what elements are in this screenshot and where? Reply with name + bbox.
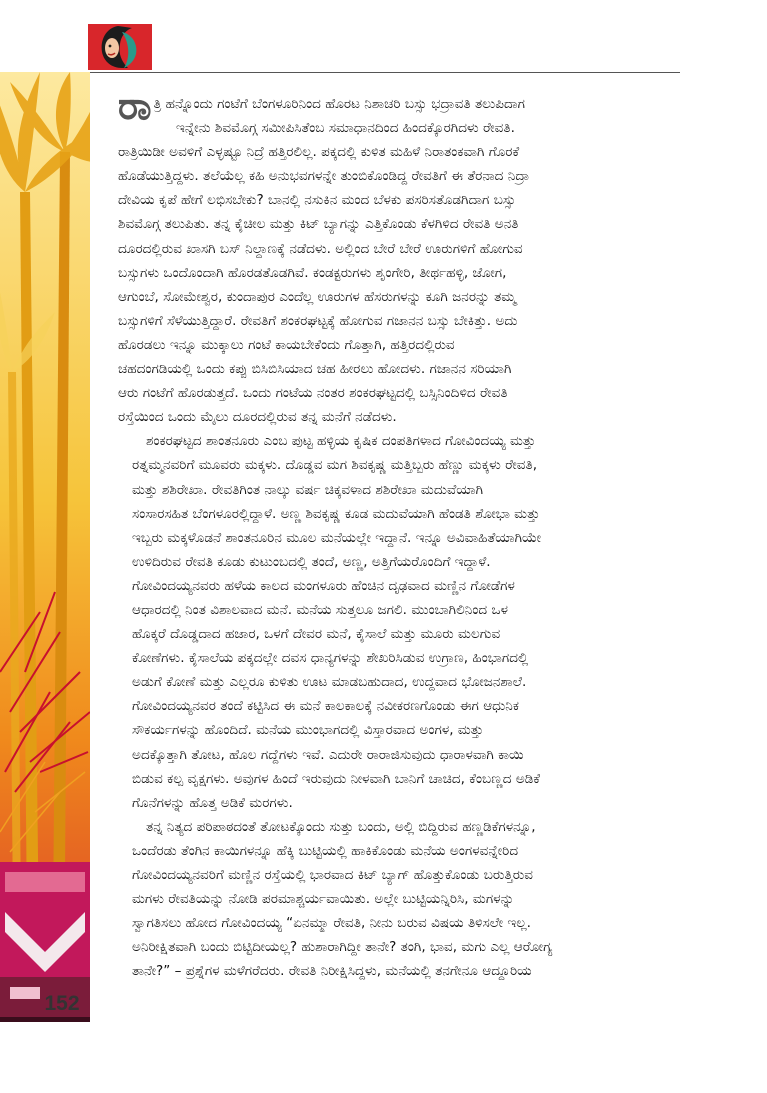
- text-line: ತ್ರಿ ಹನ್ನೊಂದು ಗಂಟೆಗೆ ಬೆಂಗಳೂರಿನಿಂದ ಹೊರಟ ನಿಶಾಚರಿ ಬಸ್ಸು ಭದ್ರಾವತಿ ತಲುಪಿದಾಗ: [153, 96, 525, 112]
- text-line: ಆಧಾರದಲ್ಲಿ ನಿಂತ ವಿಶಾಲವಾದ ಮನೆ. ಮನೆಯ ಸುತ್ತಲೂ ಜಗಲಿ. ಮುಂಬಾಗಿಲಿನಿಂದ ಒಳ: [132, 601, 508, 618]
- paragraph-3: [118, 815, 680, 984]
- text-line: ರಾತ್ರಿಯಿಡೀ ಅವಳಿಗೆ ಎಳ್ಳಷ್ಟೂ ನಿದ್ರೆ ಹತ್ತಿರಲಿಲ್ಲ. ಪಕ್ಕದಲ್ಲಿ ಕುಳಿತ ಮಹಿಳೆ ನಿರಾತಂಕವಾಗಿ ಗೊರಕೆ: [118, 144, 520, 161]
- text-line: ಹೊಡೆಯುತ್ತಿದ್ದಳು. ತಲೆಯೆಲ್ಲ ಕಹಿ ಅನುಭವಗಳನ್ನೇ ತುಂಬಿಕೊಂಡಿದ್ದ ರೇವತಿಗೆ ಈ ತೆರನಾದ ನಿದ್ರಾ: [118, 168, 530, 185]
- text-line: ಸೌಕರ್ಯಗಳನ್ನು ಹೊಂದಿದೆ. ಮನೆಯ ಮುಂಭಾಗದಲ್ಲಿ ವಿಸ್ತಾರವಾದ ಅಂಗಳ, ಮತ್ತು: [132, 722, 484, 739]
- text-line: ಆಗುಂಬೆ, ಸೋಮೇಶ್ವರ, ಕುಂದಾಪುರ ಎಂದೆಲ್ಲ ಊರುಗಳ ಹೆಸರುಗಳನ್ನು ಕೂಗಿ ಜನರನ್ನು ತಮ್ಮ: [118, 288, 517, 305]
- text-line: ಚಹದಂಗಡಿಯಲ್ಲಿ ಒಂದು ಕಪ್ಪು ಬಿಸಿಬಿಸಿಯಾದ ಚಹ ಹೀರಲು ಹೋದಳು. ಗಜಾನನ ಸರಿಯಾಗಿ: [118, 361, 512, 378]
- text-line: ಗೋವಿಂದಯ್ಯನವರು ಹಳೆಯ ಕಾಲದ ಮಂಗಳೂರು ಹೆಂಚಿನ ದೃಢವಾದ ಮಣ್ಣಿನ ಗೋಡೆಗಳ: [132, 577, 515, 594]
- text-line: ಅನಿರೀಕ್ಷಿತವಾಗಿ ಬಂದು ಬಿಟ್ಟಿದೀಯಲ್ಲ? ಹುಶಾರಾಗಿದ್ದೀ ತಾನೇ? ತಂಗಿ, ಭಾವ, ಮಗು ಎಲ್ಲ ಆರೋಗ್ಯ: [132, 939, 553, 956]
- text-line: ಒಂದೆರಡು ತೆಂಗಿನ ಕಾಯಿಗಳನ್ನೂ ಹೆಕ್ಕಿ ಬುಟ್ಟಿಯಲ್ಲಿ ಹಾಕಿಕೊಂಡು ಮನೆಯ ಅಂಗಳವನ್ನೇರಿದ: [132, 842, 519, 859]
- drop-cap: ರಾ: [118, 86, 151, 128]
- text-line: ಬಸ್ಸುಗಳು ಒಂದೊಂದಾಗಿ ಹೊರಡತೊಡಗಿವೆ. ಕಂಡಕ್ಟರುಗಳು ಶೃಂಗೇರಿ, ತೀರ್ಥಹಳ್ಳಿ, ಜೋಗ,: [118, 264, 507, 281]
- magazine-face-logo-icon: [88, 24, 152, 70]
- text-line: ಗೊನೆಗಳನ್ನು ಹೊತ್ತ ಅಡಿಕೆ ಮರಗಳು.: [132, 794, 293, 811]
- text-line: ಅಡುಗೆ ಕೋಣೆ ಮತ್ತು ಎಲ್ಲರೂ ಕುಳಿತು ಊಟ ಮಾಡಬಹುದಾದ, ಉದ್ದವಾದ ಭೋಜನಶಾಲೆ.: [132, 674, 527, 691]
- text-line: ಉಳಿದಿರುವ ರೇವತಿ ಕೂಡು ಕುಟುಂಬದಲ್ಲಿ ತಂದೆ, ಅಣ್ಣ, ಅತ್ತಿಗೆಯರೊಂದಿಗೆ ಇದ್ದಾಳೆ.: [132, 553, 491, 570]
- paragraph-1: [118, 86, 680, 429]
- text-line: ಬಸ್ಸುಗಳಿಗೆ ಸೆಳೆಯುತ್ತಿದ್ದಾರೆ. ರೇವತಿಗೆ ಶಂಕರಘಟ್ಟಕ್ಕೆ ಹೋಗುವ ಗಜಾನನ ಬಸ್ಸು ಬೇಕಿತ್ತು. ಅದು: [118, 312, 518, 329]
- text-line: ಶಿವಮೊಗ್ಗ ತಲುಪಿತು. ತನ್ನ ಕೈಚೀಲ ಮತ್ತು ಕಿಟ್ ಬ್ಯಾಗನ್ನು ಎತ್ತಿಕೊಂಡು ಕೆಳಗಿಳಿದ ರೇವತಿ ಅನತಿ: [118, 216, 519, 233]
- side-illustration: [0, 72, 90, 1022]
- text-line: ದೇವಿಯ ಕೃಪೆ ಹೇಗೆ ಲಭಿಸಬೇಕು? ಬಾನಲ್ಲಿ ನಸುಕಿನ ಮಂದ ಬೆಳಕು ಪಸರಿಸತೊಡಗಿದಾಗ ಬಸ್ಸು: [118, 192, 516, 209]
- text-line: ರತ್ನಮ್ಮನವರಿಗೆ ಮೂವರು ಮಕ್ಕಳು. ದೊಡ್ಡವ ಮಗ ಶಿವಕೃಷ್ಣ ಮತ್ತಿಬ್ಬರು ಹೆಣ್ಣು ಮಕ್ಕಳು ರೇವತಿ,: [132, 457, 538, 474]
- page-number: 152: [44, 992, 80, 1015]
- text-line: ರಸ್ತೆಯಿಂದ ಒಂದು ಮೈಲು ದೂರದಲ್ಲಿರುವ ತನ್ನ ಮನೆಗೆ ನಡೆದಳು.: [118, 409, 397, 426]
- text-line: ಹೊರಡಲು ಇನ್ನೂ ಮುಕ್ಕಾಲು ಗಂಟೆ ಕಾಯಬೇಕೆಂದು ಗೊತ್ತಾಗಿ, ಹತ್ತಿರದಲ್ಲಿರುವ: [118, 336, 455, 353]
- text-line: ಮತ್ತು ಶಶಿರೇಖಾ. ರೇವತಿಗಿಂತ ನಾಲ್ಕು ವರ್ಷ ಚಿಕ್ಕವಳಾದ ಶಶಿರೇಖಾ ಮದುವೆಯಾಗಿ: [132, 481, 484, 498]
- text-line: ದೂರದಲ್ಲಿರುವ ಖಾಸಗಿ ಬಸ್ ನಿಲ್ದಾಣಕ್ಕೆ ನಡೆದಳು. ಅಲ್ಲಿಂದ ಬೇರೆ ಬೇರೆ ಊರುಗಳಿಗೆ ಹೋಗುವ: [118, 240, 523, 257]
- text-line: ಆರು ಗಂಟೆಗೆ ಹೊರಡುತ್ತದೆ. ಒಂದು ಗಂಟೆಯ ನಂತರ ಶಂಕರಘಟ್ಟದಲ್ಲಿ ಬಸ್ಸಿನಿಂದಿಳಿದ ರೇವತಿ: [118, 385, 508, 402]
- header-rule: [88, 72, 680, 73]
- text-line: ಸಂಸಾರಸಹಿತ ಬೆಂಗಳೂರಲ್ಲಿದ್ದಾಳೆ. ಅಣ್ಣ ಶಿವಕೃಷ್ಣ ಕೂಡ ಮದುವೆಯಾಗಿ ಹೆಂಡತಿ ಶೋಭಾ ಮತ್ತು: [132, 505, 540, 522]
- text-line: ಶಂಕರಘಟ್ಟದ ಶಾಂತನೂರು ಎಂಬ ಪುಟ್ಟ ಹಳ್ಳಿಯ ಕೃಷಿಕ ದಂಪತಿಗಳಾದ ಗೋವಿಂದಯ್ಯ ಮತ್ತು: [146, 433, 536, 450]
- text-line: ಅದಕ್ಕೊತ್ತಾಗಿ ತೋಟ, ಹೊಲ ಗದ್ದೆಗಳು ಇವೆ. ಎದುರೇ ರಾರಾಜಿಸುವುದು ಧಾರಾಳವಾಗಿ ಕಾಯಿ: [132, 746, 524, 763]
- article-body: [118, 86, 680, 983]
- text-line: ತನ್ನ ನಿತ್ಯದ ಪರಿಪಾಠದಂತೆ ತೋಟಕ್ಕೊಂದು ಸುತ್ತು ಬಂದು, ಅಲ್ಲಿ ಬಿದ್ದಿರುವ ಹಣ್ಣಡಿಕೆಗಳನ್ನೂ,: [146, 818, 536, 835]
- text-line: ಸ್ವಾಗತಿಸಲು ಹೋದ ಗೋವಿಂದಯ್ಯ “ಏನಮ್ಮಾ ರೇವತಿ, ನೀನು ಬರುವ ವಿಷಯ ತಿಳಿಸಲೇ ಇಲ್ಲ.: [132, 915, 531, 932]
- text-line: ಇಬ್ಬರು ಮಕ್ಕಳೊಡನೆ ಶಾಂತನೂರಿನ ಮೂಲ ಮನೆಯಲ್ಲೇ ಇದ್ದಾನೆ. ಇನ್ನೂ ಅವಿವಾಹಿತೆಯಾಗಿಯೇ: [132, 529, 542, 546]
- text-line: ಬಿಡುವ ಕಲ್ಪ ವೃಕ್ಷಗಳು. ಅವುಗಳ ಹಿಂದೆ ಇರುವುದು ನೀಳವಾಗಿ ಬಾನಿಗೆ ಚಾಚಿದ, ಕೆಂಬಣ್ಣದ ಅಡಿಕೆ: [132, 770, 541, 787]
- text-line: ಹೊಕ್ಕರೆ ದೊಡ್ಡದಾದ ಹಜಾರ, ಒಳಗೆ ದೇವರ ಮನೆ, ಕೈಸಾಲೆ ಮತ್ತು ಮೂರು ಮಲಗುವ: [132, 626, 501, 643]
- magazine-logo: [88, 24, 152, 70]
- text-line: ಮಗಳು ರೇವತಿಯನ್ನು ನೋಡಿ ಪರಮಾಶ್ಚರ್ಯವಾಯಿತು. ಅಲ್ಲೇ ಬುಟ್ಟಿಯನ್ನಿರಿಸಿ, ಮಗಳನ್ನು: [132, 891, 515, 908]
- text-line: ಕೋಣೆಗಳು. ಕೈಸಾಲೆಯ ಪಕ್ಕದಲ್ಲೇ ದವಸ ಧಾನ್ಯಗಳನ್ನು ಶೇಖರಿಸಿಡುವ ಉಗ್ರಾಣ, ಹಿಂಭಾಗದಲ್ಲಿ: [132, 650, 529, 667]
- text-line: ತಾನೇ?” – ಪ್ರಶ್ನೆಗಳ ಮಳೆಗರೆದರು. ರೇವತಿ ನಿರೀಕ್ಷಿಸಿದ್ದಳು, ಮನೆಯಲ್ಲಿ ತನಗೇನೂ ಆದ್ದೂರಿಯ: [132, 963, 532, 980]
- palm-trees-train-illustration-icon: [0, 72, 90, 1022]
- text-line: ಗೋವಿಂದಯ್ಯನವರಿಗೆ ಮಣ್ಣಿನ ರಸ್ತೆಯಲ್ಲಿ ಭಾರವಾದ ಕಿಟ್ ಬ್ಯಾಗ್ ಹೊತ್ತುಕೊಂಡು ಬರುತ್ತಿರುವ: [132, 867, 534, 883]
- text-line: ಗೋವಿಂದಯ್ಯನವರ ತಂದೆ ಕಟ್ಟಿಸಿದ ಈ ಮನೆ ಕಾಲಕಾಲಕ್ಕೆ ನವೀಕರಣಗೊಂಡು ಈಗ ಆಧುನಿಕ: [132, 698, 519, 715]
- text-line: ಇನ್ನೇನು ಶಿವಮೊಗ್ಗ ಸಮೀಪಿಸಿತೆಂಬ ಸಮಾಧಾನದಿಂದ ಹಿಂದಕ್ಕೊರಗಿದಳು ರೇವತಿ.: [176, 120, 515, 137]
- paragraph-2: [118, 429, 680, 815]
